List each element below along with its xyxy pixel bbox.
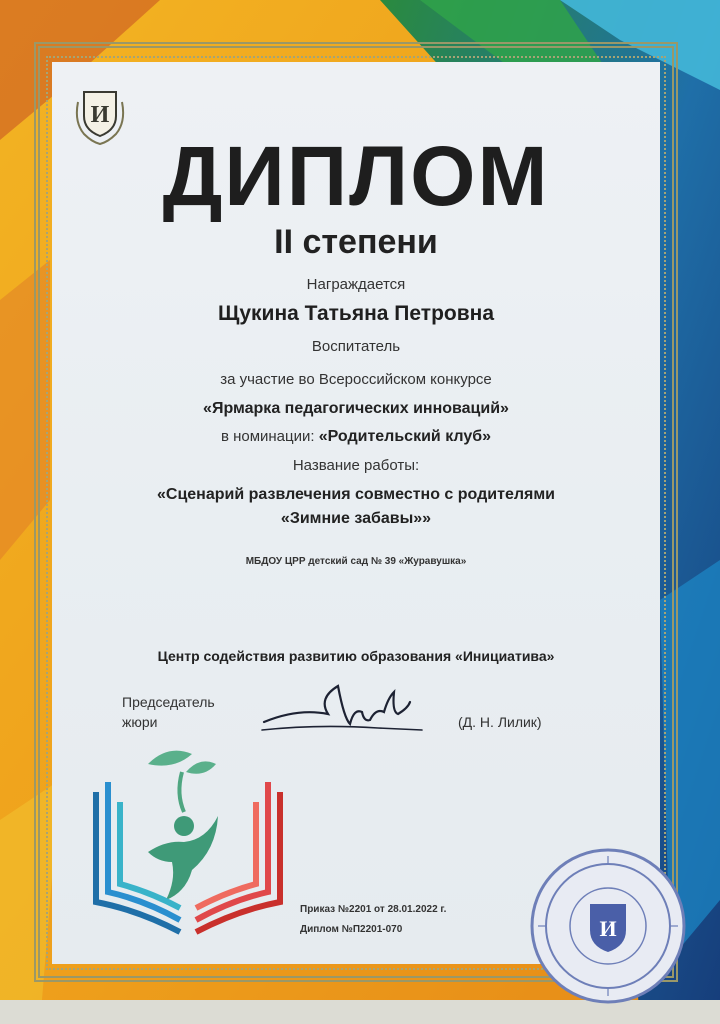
recipient-position: Воспитатель xyxy=(311,338,401,355)
official-seal-stamp xyxy=(528,846,688,1006)
contest-name: «Ярмарка педагогических инноваций» xyxy=(203,400,509,417)
issuer-name: Центр содействия развитию образования «Инициатива» xyxy=(157,648,555,664)
work-label: Название работы: xyxy=(292,457,420,474)
nomination-line xyxy=(52,428,660,446)
nomination-value: «Родительский клуб» xyxy=(318,428,492,445)
nomination-label: в номинации: xyxy=(220,428,315,445)
book-and-person-logo-icon xyxy=(88,742,288,942)
work-title-line-2: «Зимние забавы»» xyxy=(280,510,432,527)
work-title-line-1: «Сценарий развлечения совместно с родителями xyxy=(156,486,556,503)
chair-label-line-1: Председатель xyxy=(122,694,215,710)
diploma-title: ДИПЛОМ xyxy=(162,129,550,223)
handwritten-signature xyxy=(258,678,428,742)
order-text: Приказ №2201 от 28.01.2022 г. xyxy=(300,904,447,915)
chair-label-line-2: жюри xyxy=(122,714,158,730)
recipient-name: Щукина Татьяна Петровна xyxy=(217,302,495,325)
chair-label xyxy=(122,692,215,732)
order-info xyxy=(300,900,446,940)
diploma-number: Диплом №П2201-070 xyxy=(300,924,403,935)
svg-text:И: И xyxy=(90,102,110,128)
organization-name: МБДОУ ЦРР детский сад № 39 «Журавушка» xyxy=(245,556,467,567)
awarded-label: Награждается xyxy=(306,276,406,293)
svg-text:И: И xyxy=(599,916,617,941)
chair-name: (Д. Н. Лилик) xyxy=(458,714,542,730)
diploma-degree: II степени xyxy=(274,223,438,261)
participation-text: за участие во Всероссийском конкурсе xyxy=(220,371,492,388)
